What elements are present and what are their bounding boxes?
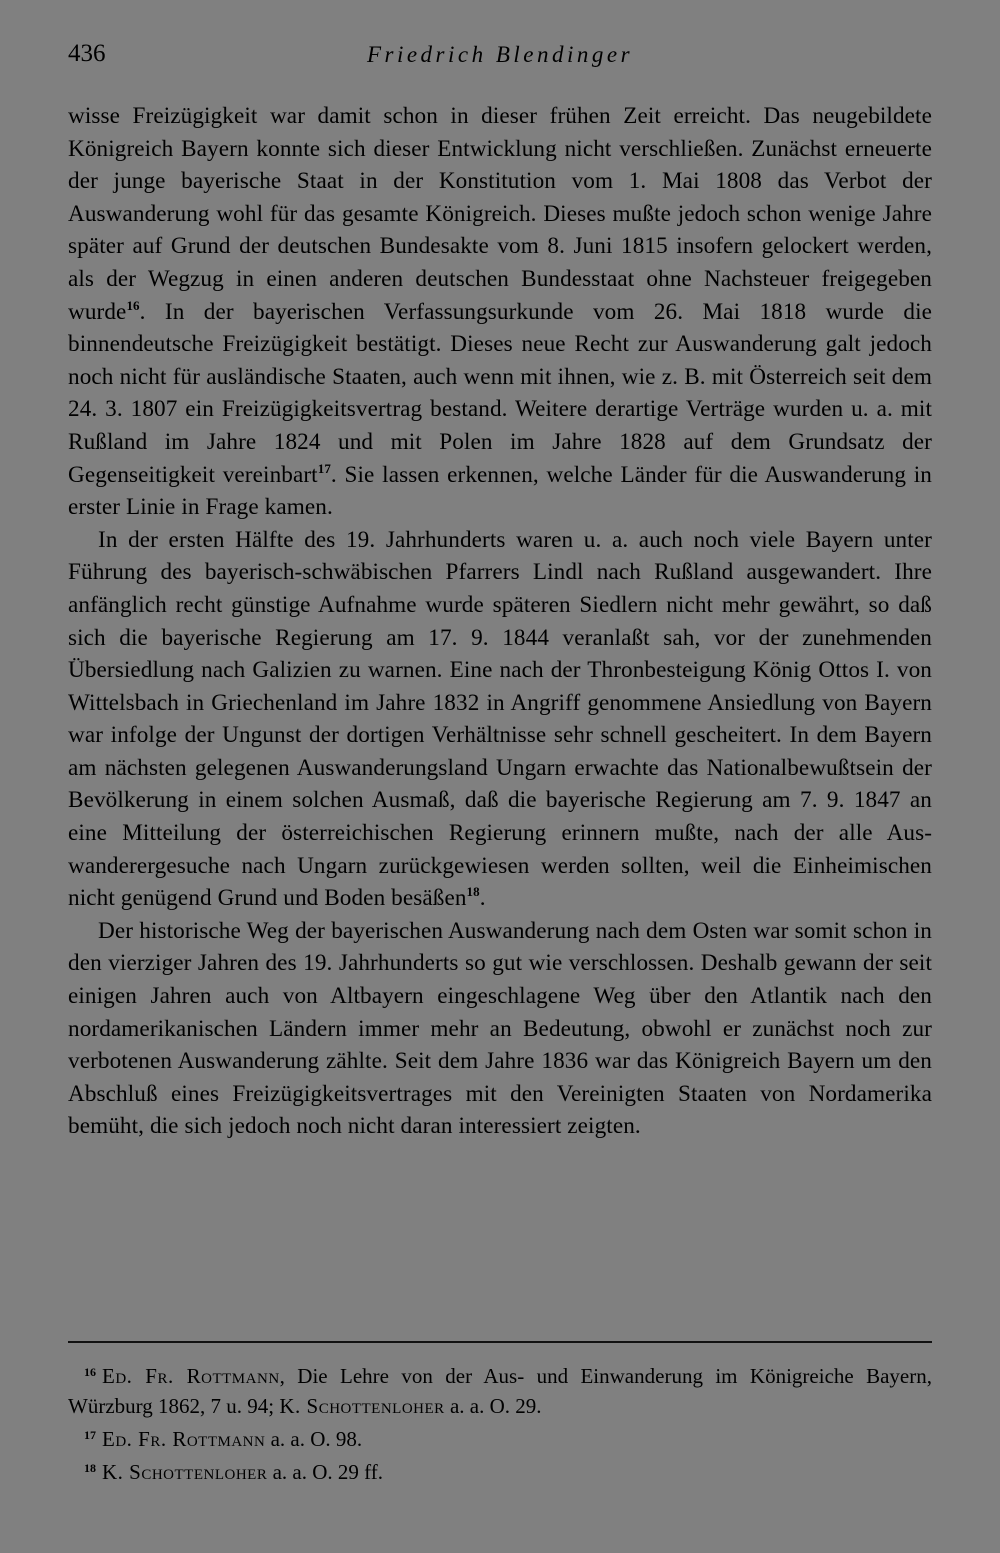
footnote-author: K. Schottenloher [279,1394,445,1418]
footnote-ref-17: 17 [317,460,331,476]
footnote-text: a. a. O. 29 ff. [267,1460,384,1484]
footnote-ref-16: 16 [126,297,140,313]
footnote-mark: 16 [84,1365,96,1379]
footnote-ref-18: 18 [466,884,480,900]
paragraph-2 [68,524,932,915]
footnote-16 [68,1361,932,1421]
paragraph-1-part-a: wisse Freizügigkeit war damit schon in dieser frühen Zeit erreicht. Das neugebildete Königreich Bayern konnte sich dieser Entwicklung nicht verschließen. Zunächst erneuerte der junge bayerische Staat in der Konstitution vom 1. Mai 1808 das Verbot der Auswanderung wohl für das gesamte Königreich. Dieses mußte jedoch schon wenige Jahre später auf Grund der deutschen Bundesakte vom 8. Juni 1815 insofern gelockert werden, als der Wegzug in einen anderen deutschen Bundesstaat ohne Nachsteuer freigegeben wurde [68,103,932,325]
footnote-mark: 18 [84,1461,96,1475]
footnote-text: a. a. O. 98. [265,1427,363,1451]
page-number: 436 [68,40,106,67]
running-title: Friedrich Blendinger [366,42,634,67]
footnote-text: , Die Lehre von der Aus- und Einwanderung im Königreiche Bayern, Würzburg 1862, 7 u. 94; [68,1364,932,1418]
footnote-author: K. Schottenloher [102,1460,268,1484]
footnote-author: Ed. Fr. Rottmann [102,1364,280,1388]
paragraph-1-part-c: . Sie lassen erkennen, welche Länder für die Auswanderung in erster Linie in Frage kamen. [68,461,932,521]
paragraph-2-part-a: In der ersten Hälfte des 19. Jahrhunderts waren u. a. auch noch viele Bayern unter Führung des bayerisch-schwäbischen Pfarrers Lindl nach Rußland ausgewandert. Ihre anfänglich recht günstige Aufnahme wurde späteren Siedlern nicht mehr gewährt, so daß sich die bayerische Regierung am 17. 9. 1844 veranlaßt sah, vor der zunehmenden Übersiedlung nach Galizien zu warnen. Eine nach der Thronbesteigung König Ottos I. von Wittelsbach in Griechenland im Jahre 1832 in Angriff genommene Ansiedlung von Bayern war infolge der Ungunst der dortigen Verhältnisse sehr schnell gescheitert. In dem Bayern am nächsten gelegenen Auswanderungsland Ungarn erwachte das Nationalbewußtsein der Bevölkerung in einem solchen Ausmaß, daß die bayerische Regierung am 7. 9. 1847 an eine Mitteilung der österreichischen Regierung erinnern mußte, nach der alle Auswanderergesuche nach Ungarn zurückgewiesen werden sollten, weil die Einheimischen nicht genügend Grund und Boden besäßen [68,526,932,912]
footnote-mark: 17 [84,1428,96,1442]
footnotes [68,1361,932,1487]
running-head [68,40,932,74]
footnote-author: Ed. Fr. Rottmann [102,1427,266,1451]
footnote-18 [68,1457,932,1487]
footnote-text: a. a. O. 29. [444,1394,542,1418]
paragraph-1-part-b: . In der bayerischen Verfassungsurkunde vom 26. Mai 1818 wurde die binnendeutsche Freizügigkeit bestätigt. Dieses neue Recht zur Auswanderung galt jedoch noch nicht für ausländische Staaten, auch wenn mit ihnen, wie z. B. mit Österreich seit dem 24. 3. 1807 ein Freizügigkeitsvertrag bestand. Weitere derartige Verträge wurden u. a. mit Rußland im Jahre 1824 und mit Polen im Jahre 1828 auf dem Grundsatz der Gegenseitigkeit vereinbart [68,298,932,488]
footnote-17 [68,1424,932,1454]
paragraph-1 [68,100,932,524]
paragraph-2-part-b: . [479,885,486,912]
paragraph-3: Der historische Weg der bayerischen Auswanderung nach dem Osten war somit schon in den vierziger Jahren des 19. Jahrhunderts so gut wie verschlossen. Deshalb gewann der seit einigen Jahren auch von Altbayern eingeschlagene Weg über den Atlantik nach den nordamerikanischen Ländern immer mehr an Bedeutung, obwohl er zunächst noch zur verbotenen Auswanderung zählte. Seit dem Jahre 1836 war das Königreich Bayern um den Abschluß eines Freizügigkeitsvertrages mit den Vereinigten Staaten von Nordamerika bemüht, die sich jedoch noch nicht daran interessiert zeigten. [68,917,932,1140]
body-text [68,100,932,1143]
footnote-divider [68,1341,932,1343]
